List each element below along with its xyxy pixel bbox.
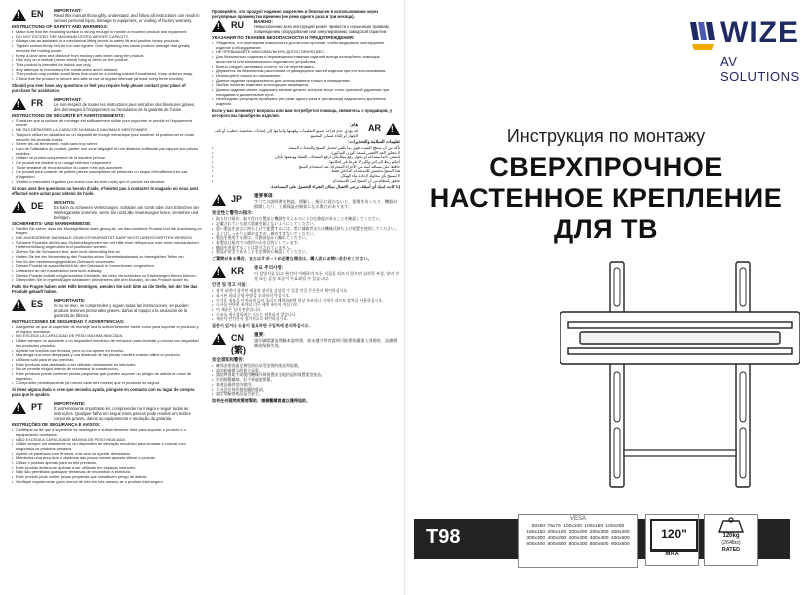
safety-item: • Always use an assistant or a mechanical lifting device to safely lift and position heavy products. (12, 39, 202, 44)
safety-title: 安全須知和警告: (212, 357, 245, 363)
important-text: 請仔細閱讀並理解本說明書，如未遵守所有說明可能導致嚴重人身傷害、設備損壞或保修失效。 (254, 338, 398, 349)
section-tail-text: 질문이 있거나 도움이 필요하면 구입처에 문의하십시오. (212, 323, 310, 329)
safety-item: • 本製品は屋内での使用のみを目的としています。 (212, 241, 400, 246)
important-row (12, 401, 202, 421)
important-block (54, 97, 202, 112)
section-tail-text: إذا كانت لديك أي أسئلة، يرجى الاتصال بمكان الشراء للحصول على المساعدة. (270, 184, 400, 190)
important-text: Es kann zu schweren Verletzungen, Schäden am Gerät oder zum Erlöschen der Werksgarantie kommen, wenn Sie nicht alle Anweisungen lesen, verstehen und befolgen. (54, 204, 200, 220)
safety-item: • Utilice siempre un ayudante o un dispositivo mecánico de elevación para levantar y colocar con seguridad los productos pesados. (12, 339, 202, 348)
screen-size-value: 120" (650, 519, 698, 552)
safety-item: • NÃO EXCEDA A CAPACIDADE MÁXIMA DE PESO INDICADA. (12, 438, 202, 443)
safety-item: • Use only on a vertical (never stand) hang or climb on the product. (12, 58, 202, 63)
safety-item: • لا تتجاوز الحد الأقصى لسعة الوزن المذكورة. (212, 151, 400, 156)
safety-item: • أحكم ربط البراغي ولكن لا تفرط في إحكامها. (212, 160, 400, 165)
safety-item: • 確保安裝表面足夠堅固以承受安裝的產品和設備。 (212, 364, 400, 369)
safety-item: • Stellen Sie sicher, dass die Montagefläche stark genug ist, um das montierte Produkt und die Ausrüstung zu tragen. (12, 227, 202, 236)
safety-item: • Ce produit est destiné à un usage intérieur uniquement. (12, 161, 202, 166)
safety-item: • Utilícelo solo para el uso previsto. (12, 358, 202, 363)
important-text: Read this manual thoroughly, understand, and follow all instructions can result in serious personal injury, damage to equipment, or voiding of factory warranty. (54, 13, 200, 23)
important-row (212, 193, 400, 209)
vesa-label: VESA (569, 516, 586, 522)
language-code: JP (231, 194, 243, 205)
safety-item: • ネジはしっかりと締めますが、締めすぎないでください。 (212, 232, 400, 237)
safety-item: • NE PAS DÉPASSER LA CAPACITÉ NOMINALE MAXIMALE MENTIONNÉE. (12, 128, 202, 133)
bracket-crossbar (624, 450, 736, 456)
vesa-spec-box (518, 514, 638, 568)
warning-icon (212, 333, 226, 345)
safety-item: • لا يُسمح بأي محاولة لإعادة بناء الهيكل. (212, 174, 400, 179)
instructions-column-middle (212, 8, 400, 588)
safety-item: • 구조를 재구성하려는 시도는 허용되지 않습니다. (212, 313, 400, 318)
important-block (254, 332, 400, 348)
safety-item: • Não são permitidas quaisquer tentativas de reconstruir a estrutura. (12, 470, 202, 475)
language-code: DE (31, 200, 44, 211)
screen-size-badge (645, 514, 699, 566)
bracket-right-arm (736, 262, 750, 487)
language-code: EN (31, 9, 44, 19)
safety-item: • 무거운 제품을 안전하게 들어 올리고 배치하려면 항상 보조자나 기계식 리프트 장치를 사용하십시오. (212, 299, 400, 304)
safety-item: • Ce produit peut contenir de petites pièces susceptibles de présenter un risque d'étouffement en cas d'ingestion. (12, 170, 202, 179)
safety-item: • Check that the product is secure and safe to use at regular intervals (at least every three months). (12, 77, 202, 82)
safety-item: • Verifique regularmente (pelo menos de três em três meses) se o produto está seguro. (12, 480, 202, 485)
manual-title-line-2: НАСТЕННОЕ КРЕПЛЕНИЕ (429, 183, 783, 213)
safety-item: • 請定期檢查產品是否安全。 (212, 392, 400, 397)
safety-item: • 本產品僅供室內使用。 (212, 383, 400, 388)
safety-title: INSTRUÇÕES DE SEGURANÇA E AVISOS: (12, 422, 101, 428)
warning-icon (12, 402, 26, 414)
brand-tagline: AV SOLUTIONS (720, 54, 800, 84)
safety-item: • Ziehen Sie die Schrauben fest, aber nicht übermäßig fest an. (12, 250, 202, 255)
safety-item: • Nur für den bestimmungsgemäßen Gebrauch verwenden. (12, 260, 202, 265)
safety-item: • Необходимо регулярно проверять (не реже одного раза в три месяца) надежность крепления изделия. (212, 97, 400, 106)
instruction-section (212, 9, 400, 118)
safety-list (212, 146, 400, 184)
important-label: 重要事項: (254, 193, 274, 199)
language-code: RU (231, 20, 244, 30)
model-number: T98 (426, 526, 461, 548)
manual-subtitle: Инструкция по монтажу (506, 126, 706, 146)
important-label: IMPORTANT: (54, 8, 82, 13)
important-label: IMPORTANTE: (54, 401, 86, 407)
safety-item: • Данное изделие предназначено для использования только в помещениях. (212, 79, 400, 84)
safety-item: • Utilize sempre um assistente ou um dispositivo de elevação mecânico para levantar e colocar com segurança os produtos pesados. (12, 442, 202, 451)
safety-item: • 請始終由助手或使用機械升降裝置安全地抬起和放置重型產品。 (212, 373, 400, 378)
important-row (212, 265, 400, 281)
important-text: قد يؤدي عدم قراءة جميع التعليمات وفهمها واتباعها إلى إصابات شخصية خطيرة أو تلف الجهاز أو إلغاء ضمان المصنع. (214, 127, 358, 138)
safety-item: • Данное изделие может содержать мелкие детали, которые могут стать причиной удушения при попадании в дыхательные пути. (212, 88, 400, 97)
safety-item: • This product may contain small items that could be a choking hazard if swallowed. Keep children away. (12, 72, 202, 77)
warning-icon (12, 201, 26, 213)
brand-name: WIZE (720, 16, 799, 49)
safety-item: • Tighten screws firmly, but do not over tighten. Over tightening can cause product damage that greatly reduces the holding power. (12, 44, 202, 53)
warning-icon (12, 299, 26, 311)
safety-title: INSTRUCCIONES DE SEGURIDAD Y ADVERTENCIAS: (12, 319, 125, 325)
instruction-section (212, 265, 400, 328)
safety-item: • Serrer les vis fermement, mais sans trop serrer. (12, 142, 202, 147)
safety-item: • Для безопасного подъема и перемещения тяжелых изделий всегда пользуйтесь помощью ассистента или механического подъемного устройства. (212, 55, 400, 64)
bracket-wall-plate (560, 312, 800, 364)
section-tail-text: Falls Sie Fragen haben oder Hilfe benötigen, wenden Sie sich bitte an die Stelle, bei der Sie das Produkt gekauft haben. (12, 284, 198, 295)
safety-item: • 製品が安全であることを定期的に確認してください。 (212, 250, 400, 255)
safety-item: • 構造を改造することは許可されていません。 (212, 246, 400, 251)
safety-list (12, 428, 202, 484)
safety-item: • Este producto puede contener piezas pequeñas que pueden suponer un peligro de asfixia en caso de ingestión. (12, 372, 202, 381)
safety-item: • Dieses Produkt ist ausschließlich für den Gebrauch in Innenräumen vorgesehen. (12, 264, 202, 269)
safety-title: SICHERHEITS- UND WARNHINWEISE: (12, 220, 92, 226)
safety-title: 안전 및 경고 지침: (212, 282, 247, 288)
safety-item: • S'assurer que la surface de montage est suffisamment solide pour supporter le produit et l'équipement monté. (12, 119, 202, 128)
important-row (212, 332, 400, 356)
safety-item: • 重い製品を安全に持ち上げて配置するには、常に補助者または機械式持ち上げ装置を使用してください。 (212, 227, 400, 232)
brand-logo (688, 16, 800, 84)
instruction-section (212, 122, 400, 190)
important-block (254, 193, 400, 209)
safety-item: • 장착 표면이 장착된 제품과 장비를 감당할 수 있을 만큼 튼튼한지 확인하십시오. (212, 289, 400, 294)
safety-item: • 記載されている最大重量を超えないようにしてください。 (212, 222, 400, 227)
important-label: IMPORTANT: (54, 96, 82, 102)
safety-title: INSTRUCTIONS OF SAFETY AND WARNINGS: (12, 24, 109, 29)
safety-item: • Asegúrese de que la superficie de montaje sea lo suficientemente fuerte como para soportar el producto y el equipo montados. (12, 325, 202, 334)
instructions-column-left (12, 8, 202, 588)
safety-item: • This product is intended for indoor use only. (12, 63, 202, 68)
language-code: KR (231, 266, 244, 277)
safety-item: • Apriete los tornillos con firmeza, pero no los apriete en exceso. (12, 349, 202, 354)
language-code: FR (31, 97, 43, 108)
safety-item: • No se permite ningún intento de reconstruir la construcción. (12, 367, 202, 372)
safety-item: • Este produto destina-se apenas a ser utilizado em espaços interiores. (12, 466, 202, 471)
safety-list (12, 30, 202, 82)
safety-item: • 표시된 최대 중량 용량을 초과하지 마십시오. (212, 294, 400, 299)
important-row (12, 97, 202, 112)
safety-list (212, 217, 400, 255)
warning-icon (212, 266, 226, 278)
important-block (212, 122, 358, 138)
safety-item: • DO NOT EXCEED THE MAXIMUM LISTED WEIGHT CAPACITY. (12, 35, 202, 40)
brand-mark-icon (688, 18, 718, 52)
important-row (12, 298, 202, 318)
important-block (254, 265, 400, 281)
section-tail-text: Should you ever have any questions or feel you require help please contact your place of purchase for assistance. (12, 82, 186, 93)
safety-item: • تأكد من أن سطح التثبيت قوي بما يكفي لتحمل المنتج والمعدات المثبتة. (212, 146, 400, 151)
safety-item: • 取り付け面が、取り付けた製品と機器を支えるのに十分な強度があることを確認してください。 (212, 217, 400, 222)
safety-item: • Lors de l'utilisation du produit, garder une zone dégagée et une distance suffisante par rapport aux pièces mobiles. (12, 147, 202, 156)
safety-item: • 나사를 단단히 조이되 너무 세게 조이지 마십시오. (212, 303, 400, 308)
weight-icon (711, 517, 751, 533)
safety-item: • 牢固擰緊螺絲，但不要過度擰緊。 (212, 378, 400, 383)
safety-list (12, 325, 202, 386)
instruction-section (12, 200, 202, 294)
safety-item: • Держитесь на безопасном расстоянии от движущихся частей изделия при его использовании. (212, 69, 400, 74)
warning-icon (212, 194, 226, 206)
safety-item: • Dieses Produkt enthält möglicherweise Kleinteile, die beim Verschlucken zu Erstickungen führen können. (12, 274, 202, 279)
weight-lbs: (264lbs) (721, 540, 741, 546)
important-block (54, 200, 202, 220)
important-text: Невыполнение всех инструкций может привести к серьезным травмам, повреждению оборудования или аннулированию заводской гарантии. (254, 24, 390, 34)
safety-item: • Schwere Produkte dürfen aus Sicherheitsgründen nur mit Hilfe einer Hilfsperson oder einer mechanischen Hebevorrichtung angehoben und positioniert werden. (12, 241, 202, 250)
safety-item: • Überprüfen Sie in regelmäßigen Abständen (mindestens alle drei Monate), ob das Produkt sicher ist. (12, 278, 202, 283)
safety-item: • Toujours utiliser un assistant ou un dispositif de levage mécanique pour soulever et positionner en toute sécurité les produits lourds. (12, 133, 202, 142)
bracket-left-arm (610, 262, 624, 487)
language-code: ES (31, 299, 44, 310)
safety-item: • Винты следует затягивать плотно, но не перетягивать. (212, 65, 400, 70)
safety-item: • Any attempts to reconstruct the construction aren't allowed. (12, 68, 202, 73)
safety-title: INSTRUCTIONS DE SÉCURITÉ ET AVERTISSEMENTS: (12, 112, 125, 118)
safety-item: • حافظ على مسافة آمنة من الأجزاء المتحركة عند استخدام المنتج. (212, 165, 400, 170)
important-label: WICHTIG: (54, 199, 76, 205)
section-tail-text: Если у вас возникнут вопросы или вам потребуется помощь, свяжитесь с продавцом, у которого вы приобрели изделие. (212, 107, 393, 118)
tv-bracket-illustration (560, 260, 800, 490)
safety-item: • Vérifier à intervalles réguliers (au moins tous les trois mois) que le produit est sécurisé. (12, 180, 202, 185)
section-tail-text: Si tiene alguna duda o cree que necesita ayuda, póngase en contacto con su lugar de compra para que le ayuden. (12, 387, 195, 398)
safety-item: • استعن دائماً بمساعد أو بجهاز رفع ميكانيكي لرفع المنتجات الثقيلة ووضعها بأمان. (212, 155, 400, 160)
important-label: 중요 주의사항: (254, 265, 284, 271)
manual-title-line-3: ДЛЯ ТВ (553, 214, 659, 244)
safety-item: • 不允許任何改裝結構的嘗試。 (212, 388, 400, 393)
section-tail-text: ご質問がある場合、またはサポートが必要な場合は、購入店にお問い合わせください。 (212, 256, 372, 262)
safety-item: • Убедитесь, что монтажная поверхность достаточно прочная, чтобы выдержать монтируемое изделие и оборудование. (212, 41, 400, 50)
safety-item: • НЕ ПРЕВЫШАЙТЕ МАКСИМАЛЬНУЮ ДОПУСТИМУЮ ВЕС. (212, 50, 400, 55)
important-label: IMPORTANTE: (54, 298, 86, 304)
safety-item: • تحقق بانتظام من أن المنتج آمن للاستخدام. (212, 179, 400, 184)
important-label: هام: (349, 121, 358, 127)
weight-rating-badge (704, 514, 758, 566)
important-row (212, 122, 400, 138)
instruction-section (12, 298, 202, 397)
language-code: CN (繁) (231, 333, 246, 356)
safety-item: • Este produto pode conter peças pequenas que constituem perigo de asfixia. (12, 475, 202, 480)
important-text: Si no se leen, se comprenden y siguen todas las instrucciones, se pueden producir lesiones personales graves, daños al equipo o la anulación de la garantía de fábrica. (54, 303, 189, 319)
important-label: ВАЖНО: (254, 19, 273, 24)
safety-item: • Mantenga una zona despejada y una distancia de las piezas móviles cuando utilice el producto. (12, 353, 202, 358)
language-code: AR (368, 122, 381, 133)
important-text: 이 설명서를 읽고 완전히 이해하며 모든 지침을 따르지 않으면 심각한 부상, 장비 손상 또는 공장 보증이 무효화될 수 있습니다. (254, 271, 400, 282)
safety-item: • Utilize o produto apenas para os fins previstos. (12, 461, 202, 466)
instruction-section (212, 193, 400, 261)
important-block (54, 8, 202, 23)
safety-item: • هذا المنتج مخصص للاستخدام الداخلي فقط. (212, 169, 400, 174)
safety-item: • Umbauten an der Konstruktion sind nicht zulässig. (12, 269, 202, 274)
warning-icon (386, 123, 400, 135)
safety-item: • Mantenha uma área livre e distância das peças móveis quando utilizar o produto. (12, 456, 202, 461)
important-label: 重要: (254, 332, 265, 338)
instruction-section (12, 97, 202, 196)
safety-item: • Используйте только по назначению. (212, 74, 400, 79)
important-text: Le non-respect de toutes les instructions peut entraîner des blessures graves, des dommages à l'équipement ou l'annulation de la garantie de l'usine. (54, 101, 196, 112)
safety-title: УКАЗАНИЯ ПО ТЕХНИКЕ БЕЗОПАСНОСТИ И ПРЕДУПРЕЖДЕНИЯ: (212, 35, 355, 40)
safety-item: • Compruebe periódicamente (al menos cada tres meses) que el producto es seguro. (12, 381, 202, 386)
warning-icon (12, 9, 26, 21)
safety-item: • Certifique-se de que a superfície de montagem é suficientemente forte para suportar o produto e o equipamento montados. (12, 428, 202, 437)
safety-item: • Aperte os parafusos com firmeza, mas sem os apertar demasiado. (12, 452, 202, 457)
safety-list (212, 41, 400, 107)
warning-icon (212, 20, 226, 32)
instruction-section (12, 8, 202, 93)
safety-list (212, 289, 400, 322)
section-lead-text: Проверяйте, что продукт надежно закреплен и безопасен в использовании через регулярные промежутки времени (не реже одного раза в три месяца). (212, 9, 379, 19)
safety-item: • 請勿超過標示的最大承重。 (212, 369, 400, 374)
safety-item: • 제품이 안전한지 정기적으로 확인하십시오. (212, 317, 400, 322)
important-block (54, 298, 202, 318)
safety-item: • Halten Sie bei der Verwendung des Produkts einen Sicherheitsabstand zu beweglichen Teilen ein. (12, 255, 202, 260)
important-row (12, 200, 202, 220)
safety-list (12, 227, 202, 283)
safety-item: • NO EXCEDA LA CAPACIDAD DE PESO MÁXIMA INDICADA. (12, 334, 202, 339)
safety-item: • 이 제품은 실내 전용입니다. (212, 308, 400, 313)
important-text: すべての説明書を熟読、理解し、指示に従わないと、重傷を負ったり、機器が損傷したり、工場保証が無効になる場合があります。 (254, 199, 398, 210)
vesa-sizes: 50x50 75x75 100x100 100x150 100x200 150x150 200x100 200x200 200x300 300x200 300x300 400x200 400x300 400x400 400x600 600x400 600x600 800x400 800x600 900x600 (526, 524, 630, 547)
language-code: PT (31, 402, 43, 413)
safety-list (212, 364, 400, 397)
page-divider (404, 0, 405, 595)
section-tail-text: 如有任何疑問或需要幫助，請聯繫購買處以獲得協助。 (212, 397, 311, 403)
safety-item: • Toute tentative de reconstruction du cadre n'est pas autorisée. (12, 166, 202, 171)
weight-kg: 120kg (722, 533, 740, 539)
important-row (12, 8, 202, 23)
safety-item: • DIE ANGEGEBENE MAXIMALE GEWICHTSKAPAZITÄT DARF NICHT ÜBERSCHRITTEN WERDEN. (12, 236, 202, 241)
safety-item: • Utiliser ce produit uniquement de la manière prévue. (12, 156, 202, 161)
safety-item: • Este producto está destinado a ser utilizado únicamente en interiores. (12, 363, 202, 368)
safety-item: • Make sure that the mounting surface is strong enough to handle a mounted product and equipment. (12, 30, 202, 35)
safety-item: • 製品を使用する際は、可動部品から離れてください。 (212, 236, 400, 241)
warning-icon (12, 98, 26, 110)
manual-title-line-1: СВЕРХПРОЧНОЕ (489, 152, 723, 182)
bracket-slots (614, 268, 746, 478)
screen-size-max: MAX (665, 551, 679, 557)
safety-title: 安全性と警告の指示: (212, 210, 253, 216)
important-block (54, 401, 202, 421)
important-text: É extremamente importante ler, compreender na íntegra e seguir todas as instruções. Qualquer falha em seguir estes passos pode resultar em lesões corporais graves, danos ao equipamento e anulação da garantia. (54, 406, 191, 422)
instruction-section (212, 332, 400, 403)
important-block (254, 19, 400, 34)
safety-item: • Keep a clear area and distance from moving parts when using the product. (12, 54, 202, 59)
safety-list (12, 119, 202, 185)
instruction-section (12, 401, 202, 484)
important-row (212, 19, 400, 34)
safety-title: تعليمات السلامة والتحذيرات: (348, 138, 400, 144)
section-tail-text: Si vous avez des questions ou besoin d'aide, n'hésitez pas à contacter le magasin où vous avez effectué votre achat pour obtenir de l'aide. (12, 185, 199, 196)
weight-rated: RATED (721, 547, 741, 553)
safety-item: • Любые попытки изменить конструкцию запрещены. (212, 83, 400, 88)
